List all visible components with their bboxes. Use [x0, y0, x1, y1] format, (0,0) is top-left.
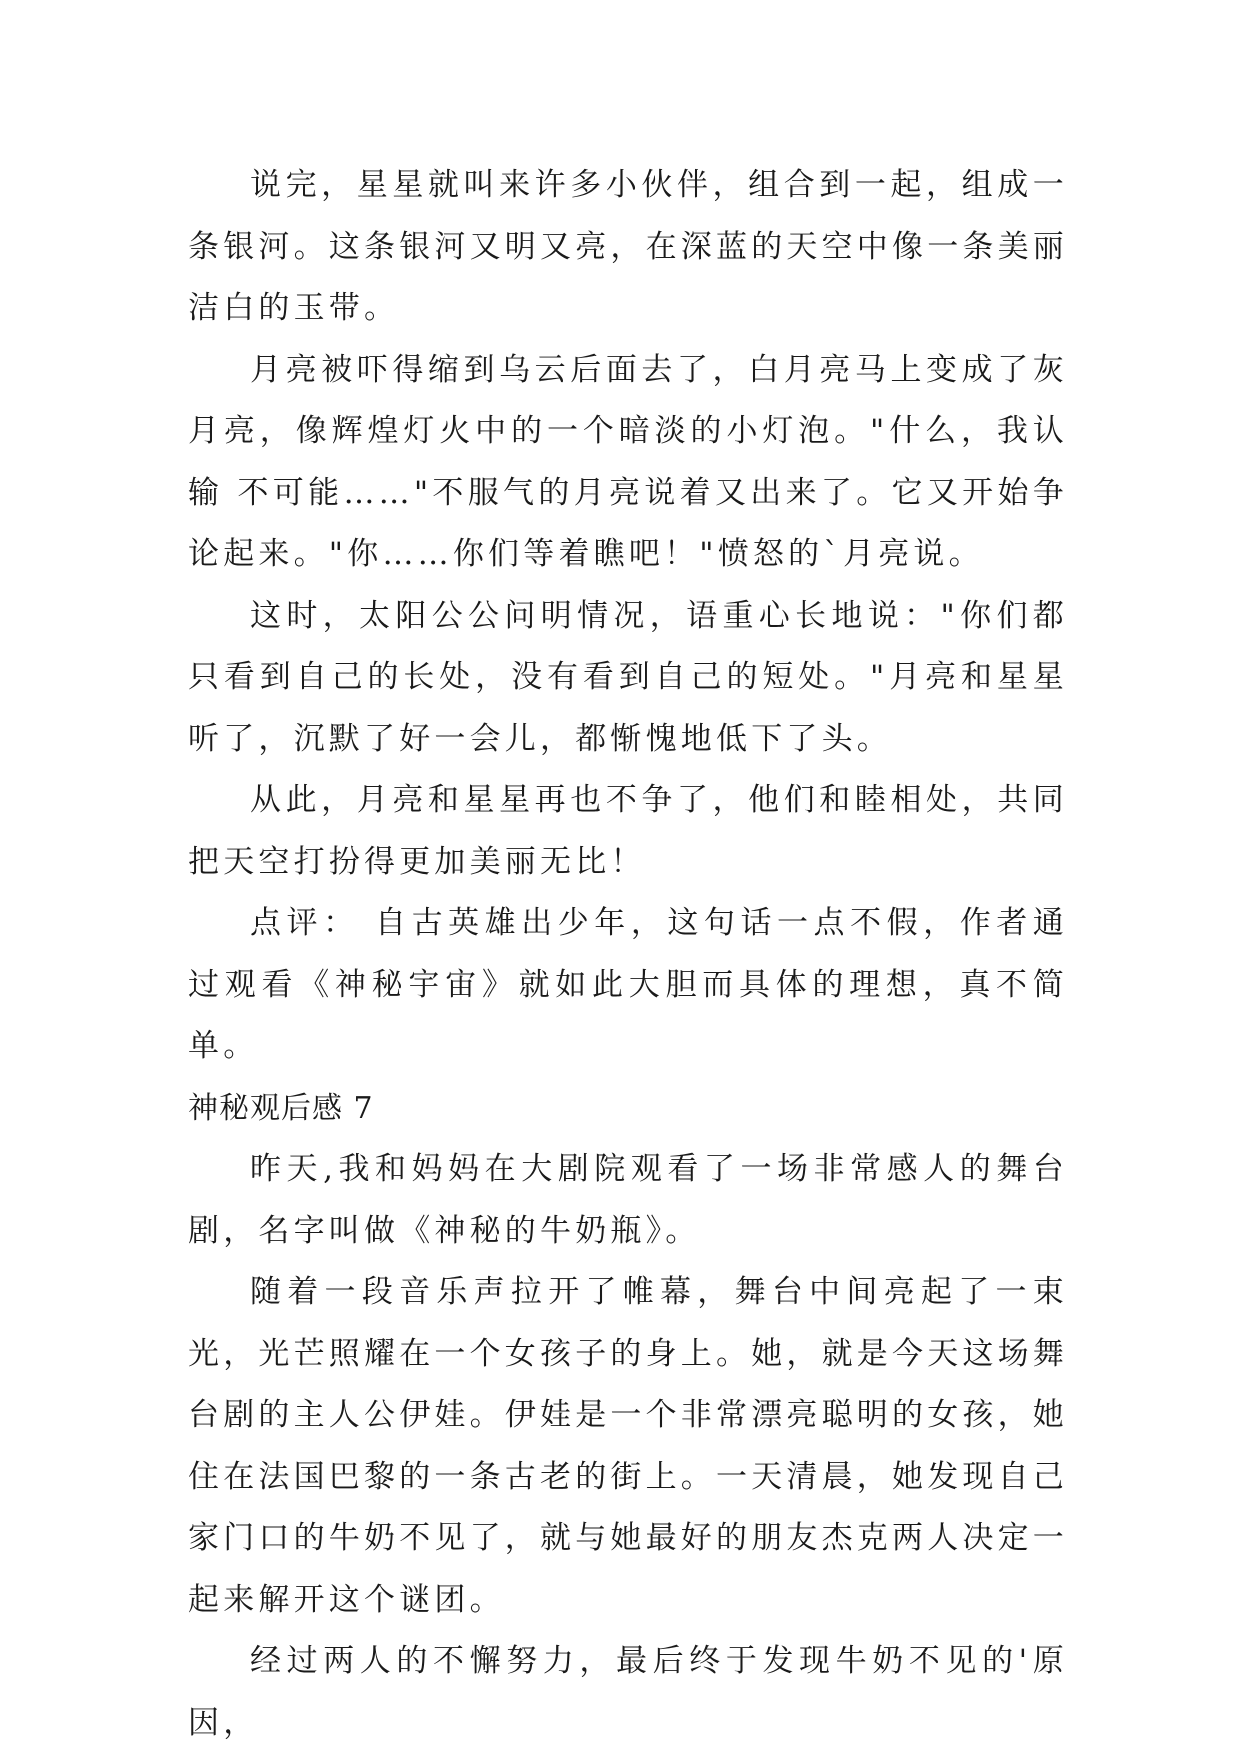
- paragraph: 点评： 自古英雄出少年，这句话一点不假，作者通过观看《神秘宇宙》就如此大胆而具体的理想，真不简单。: [188, 905, 1068, 1064]
- section-title: 神秘观后感 7: [188, 1090, 374, 1126]
- paragraph: 经过两人的不懈努力，最后终于发现牛奶不见的'原因，: [188, 1643, 1068, 1741]
- paragraph: 昨天,我和妈妈在大剧院观看了一场非常感人的舞台剧，名字叫做《神秘的牛奶瓶》。: [188, 1151, 1068, 1249]
- paragraph: 说完，星星就叫来许多小伙伴，组合到一起，组成一条银河。这条银河又明又亮，在深蓝的天空中像一条美丽洁白的玉带。: [188, 167, 1068, 326]
- paragraph: 月亮被吓得缩到乌云后面去了，白月亮马上变成了灰月亮，像辉煌灯火中的一个暗淡的小灯泡。"什么，我认输 不可能……"不服气的月亮说着又出来了。它又开始争论起来。"你……你们等着瞧吧！"愤怒的`月亮说。: [188, 351, 1068, 572]
- paragraph: 这时，太阳公公问明情况，语重心长地说："你们都只看到自己的长处，没有看到自己的短处。"月亮和星星听了，沉默了好一会儿，都惭愧地低下了头。: [188, 597, 1068, 757]
- paragraph: 随着一段音乐声拉开了帷幕，舞台中间亮起了一束光，光芒照耀在一个女孩子的身上。她，就是今天这场舞台剧的主人公伊娃。伊娃是一个非常漂亮聪明的女孩，她住在法国巴黎的一条古老的街上。一天清晨，她发现自己家门口的牛奶不见了，就与她最好的朋友杰克两人决定一起来解开这个谜团。: [188, 1274, 1068, 1618]
- paragraph: 从此，月亮和星星再也不争了，他们和睦相处，共同把天空打扮得更加美丽无比！: [188, 782, 1068, 880]
- document-body: [188, 155, 1068, 1754]
